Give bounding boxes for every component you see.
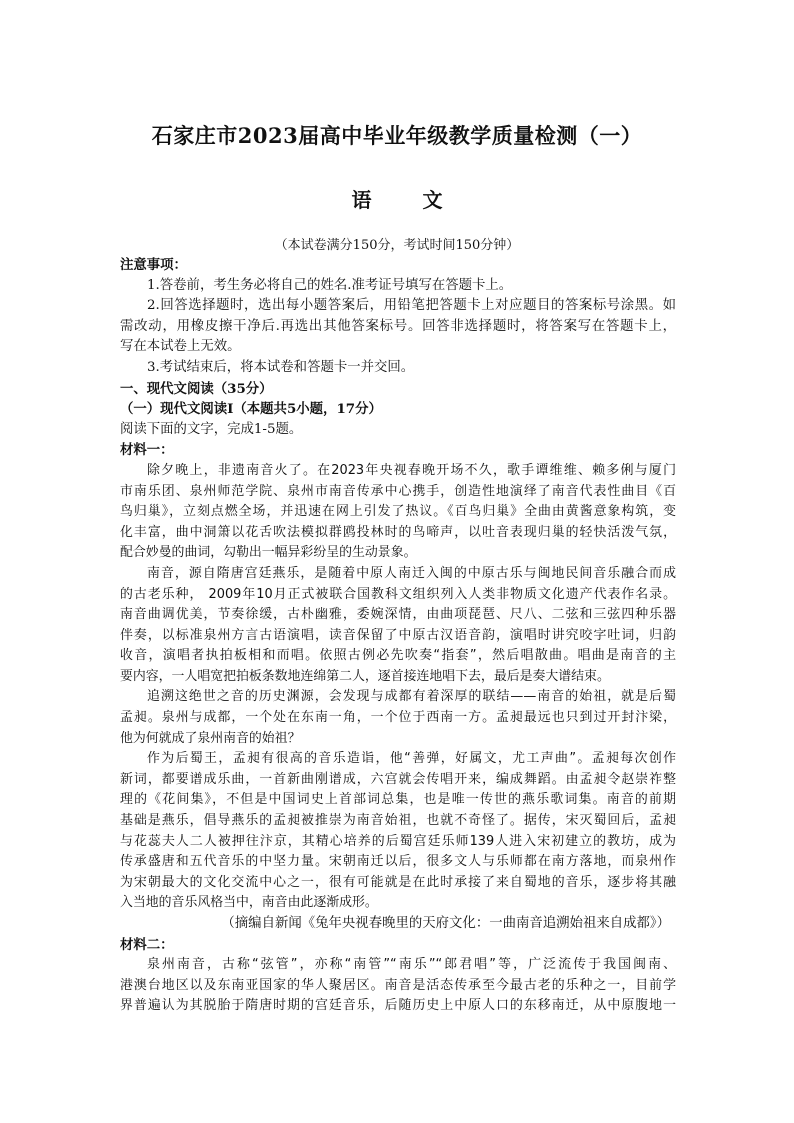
material-line: 新词，都要谱成乐曲，一首新曲刚谱成，六宫就会传唱开来，编成舞蹈。由孟昶令赵崇祚整 — [120, 771, 676, 787]
material-line: 作为后蜀王，孟昶有很高的音乐造诣，他“善弹，好属文，尤工声曲”。孟昶每次创作 — [147, 751, 676, 767]
material-line: 他为何就成了泉州南音的始祖？ — [120, 730, 301, 746]
exam-info: （本试卷满分150分，考试时间150分钟） — [274, 238, 520, 253]
material-line: 港澳台地区以及东南亚国家的华人聚居区。南音是活态传承至今最古老的乐种之一，目前学 — [120, 977, 676, 993]
material-line: 泉州南音，古称“弦管”，亦称“南管”“南乐”“郎君唱”等，广泛流传于我国闽南、 — [147, 957, 676, 973]
note-line: 1.答卷前，考生务必将自己的姓名.准考证号填写在答题卡上。 — [147, 277, 513, 293]
material-line: 化丰富，曲中洞箫以花舌吹法模拟群鸥投林时的鸟啼声，以吐音表现归巢的轻快活泼气氛， — [120, 524, 676, 540]
sub-section-heading: （一）现代文阅读Ⅰ（本题共5小题，17分） — [120, 401, 382, 418]
note-line: 需改动，用橡皮擦干净后.再选出其他答案标号。回答非选择题时，将答案写在答题卡上， — [120, 318, 676, 334]
material-line: 理的《花间集》，不但是中国词史上首部词总集，也是唯一传世的燕乐歌词集。南音的前期 — [120, 792, 676, 808]
material-line: 伴奏，以标准泉州方言古语演唱，读音保留了中原古汉语音韵，演唱时讲究咬字吐词，归韵 — [120, 627, 676, 643]
material-label: 材料二： — [120, 936, 174, 953]
note-line: 3.考试结束后，将本试卷和答题卡一并交回。 — [147, 359, 415, 375]
material-line: 收音，演唱者执拍板相和而唱。依照古例必先吹奏“指套”，然后唱散曲。唱曲是南音的主 — [120, 648, 676, 664]
material-line: 与花蕊夫人二人被押往汴京，其精心培养的后蜀宫廷乐师139人进入宋初建立的教坊，成为 — [120, 833, 676, 849]
material-line: 入当地的音乐风格当中，南音由此逐渐成形。 — [120, 895, 378, 911]
note-line: 2.回答选择题时，选出每小题答案后，用铅笔把答题卡上对应题目的答案标号涂黑。如 — [147, 298, 676, 314]
material-line: 除夕晚上，非遗南音火了。在2023年央视春晚开场不久，歌手谭维维、赖多俐与厦门 — [147, 462, 676, 478]
material-line: 基础是燕乐，倡导燕乐的孟昶被推崇为南音始祖，也就不奇怪了。据传，宋灭蜀回后，孟昶 — [120, 813, 676, 829]
material-line: 市南乐团、泉州师范学院、泉州市南音传承中心携手，创造性地演绎了南音代表性曲目《百 — [120, 483, 676, 499]
section-heading: 一、现代文阅读（35分） — [120, 380, 273, 397]
material-line: 配合妙曼的曲词，勾勒出一幅异彩纷呈的生动景象。 — [120, 545, 417, 561]
material-line: 为宋朝最大的文化交流中心之一，很有可能就是在此时承接了来自蜀地的音乐，逐步将其融 — [120, 874, 676, 890]
material-line: 追溯这绝世之音的历史渊源，会发现与成都有着深厚的联结——南音的始祖，就是后蜀 — [147, 689, 676, 705]
material-line: 孟昶。泉州与成都，一个处在东南一角，一个位于西南一方。孟昶最远也只到过开封汴梁， — [120, 710, 676, 726]
document-body — [120, 255, 676, 1017]
material-line: 南音曲调优美，节奏徐缓，古朴幽雅，委婉深情，由曲项琵琶、尺八、二弦和三弦四种乐器 — [120, 607, 676, 623]
subject-title: 语 文 — [351, 188, 465, 212]
notes-heading: 注意事项： — [120, 257, 187, 273]
material-line: 的古老乐种， 2009年10月正式被联合国教科文组织列入人类非物质文化遗产代表作名录。 — [120, 586, 676, 602]
exam-title: 石家庄市2023届高中毕业年级教学质量检测（一） — [151, 123, 643, 148]
material-line: 界普遍认为其脱胎于隋唐时期的宫廷音乐，后随历史上中原人口的东移南迁，从中原腹地一 — [120, 998, 676, 1014]
material-line: 鸟归巢》，立刻点燃全场，并迅速在网上引发了热议。《百鸟归巢》全曲由黄酱意象构筑，变 — [120, 504, 676, 520]
note-line: 写在本试卷上无效。 — [120, 339, 241, 355]
material-line: 南音，源自隋唐宫廷燕乐，是随着中原人南迁入闽的中原古乐与闽地民间音乐融合而成 — [147, 565, 676, 581]
material-label: 材料一： — [120, 442, 174, 459]
material-line: 要内容，一人唱宽把拍板条数地连绵第二人，逐首接连地唱下去，最后是奏大谱结束。 — [120, 668, 610, 684]
material-line: 传承盛唐和五代音乐的中坚力量。宋朝南迁以后，很多文人与乐师都在南方落地，而泉州作 — [120, 854, 676, 870]
reading-instruction: 阅读下面的文字，完成1-5题。 — [120, 421, 303, 437]
material-source: （摘编自新闻《兔年央视春晚里的天府文化：一曲南音追溯始祖来自成都》） — [221, 916, 670, 931]
